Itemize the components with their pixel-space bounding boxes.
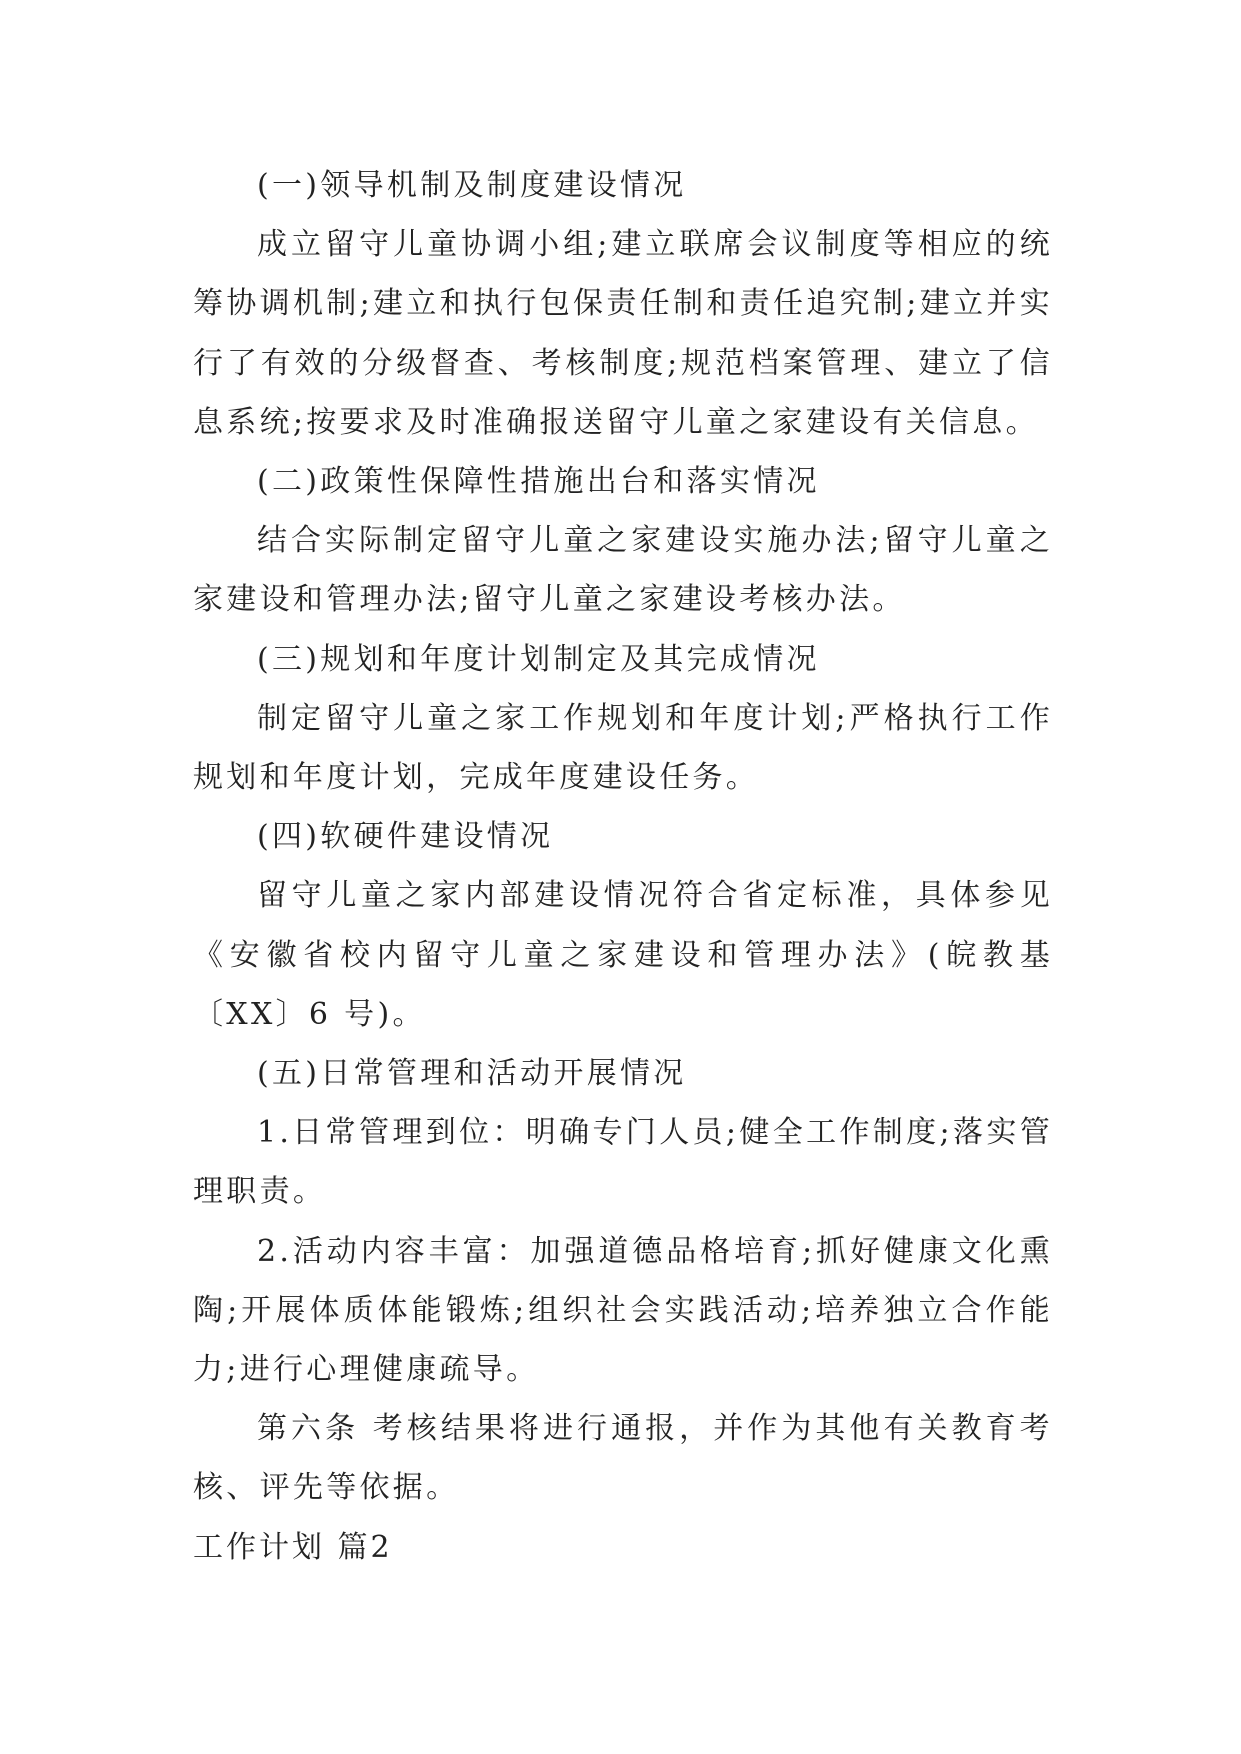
document-body	[193, 156, 1053, 1577]
body-paragraph: 第六条 考核结果将进行通报，并作为其他有关教育考核、评先等依据。	[193, 1411, 1053, 1506]
section-heading: (二)政策性保障性措施出台和落实情况	[257, 464, 820, 500]
body-paragraph: 1.日常管理到位：明确专门人员;健全工作制度;落实管理职责。	[193, 1115, 1053, 1210]
body-paragraph: 结合实际制定留守儿童之家建设实施办法;留守儿童之家建设和管理办法;留守儿童之家建设考核办法。	[193, 523, 1053, 618]
body-paragraph: 2.活动内容丰富：加强道德品格培育;抓好健康文化熏陶;开展体质体能锻炼;组织社会实践活动;培养独立合作能力;进行心理健康疏导。	[193, 1233, 1053, 1388]
section-heading: (五)日常管理和活动开展情况	[257, 1056, 687, 1092]
body-paragraph: 留守儿童之家内部建设情况符合省定标准，具体参见《安徽省校内留守儿童之家建设和管理办法》(皖教基〔XX〕6 号)。	[193, 878, 1053, 1032]
section-title: 工作计划 篇2	[193, 1529, 393, 1565]
section-heading: (一)领导机制及制度建设情况	[257, 168, 687, 203]
section-heading: (三)规划和年度计划制定及其完成情况	[257, 641, 820, 677]
body-paragraph: 制定留守儿童之家工作规划和年度计划;严格执行工作规划和年度计划，完成年度建设任务。	[193, 700, 1053, 796]
section-heading: (四)软硬件建设情况	[257, 819, 554, 855]
body-paragraph: 成立留守儿童协调小组;建立联席会议制度等相应的统筹协调机制;建立和执行包保责任制和责任追究制;建立并实行了有效的分级督查、考核制度;规范档案管理、建立了信息系统;按要求及时准确报送留守儿童之家建设有关信息。	[193, 227, 1053, 440]
